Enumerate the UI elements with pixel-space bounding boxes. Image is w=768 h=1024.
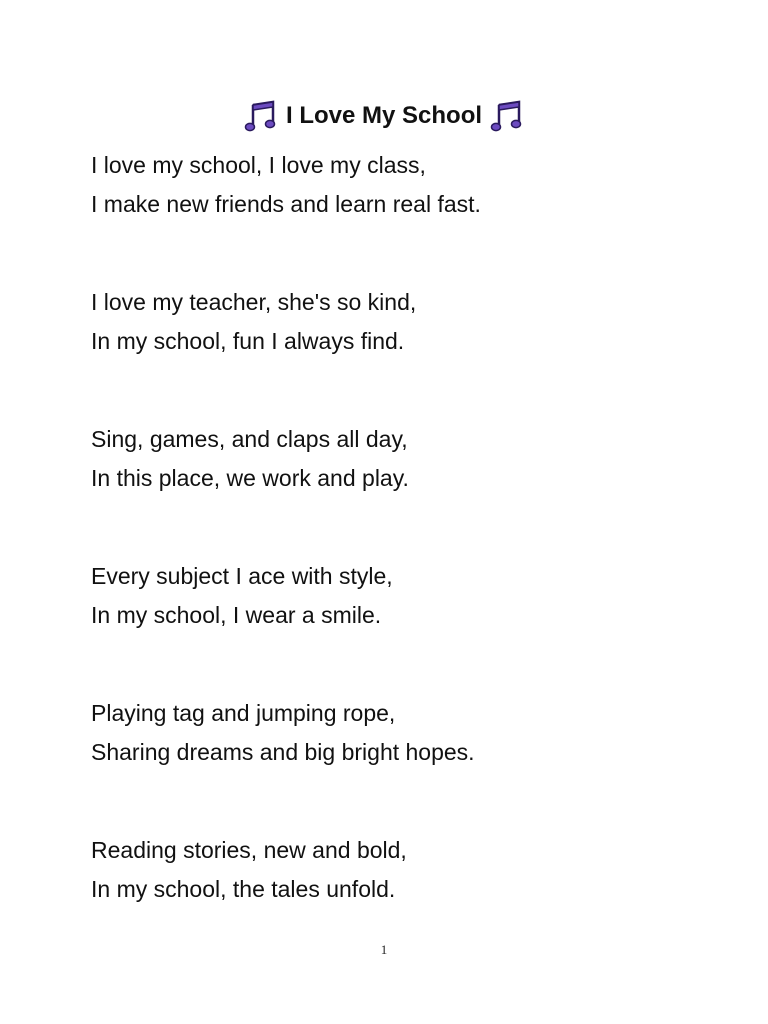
- poem-body: [91, 146, 711, 968]
- poem-line: In this place, we work and play.: [91, 465, 409, 491]
- poem-line: I make new friends and learn real fast.: [91, 191, 481, 217]
- stanza: [91, 420, 711, 498]
- poem-title: [0, 96, 768, 136]
- poem-line: In my school, I wear a smile.: [91, 602, 382, 628]
- poem-line: Sharing dreams and big bright hopes.: [91, 739, 475, 765]
- music-notes-icon: [490, 99, 524, 133]
- poem-line: Reading stories, new and bold,: [91, 837, 407, 863]
- stanza: [91, 146, 711, 224]
- poem-line: In my school, fun I always find.: [91, 328, 405, 354]
- poem-line: In my school, the tales unfold.: [91, 876, 396, 902]
- poem-line: I love my school, I love my class,: [91, 152, 426, 178]
- stanza: [91, 831, 711, 909]
- page-number: 1: [380, 942, 388, 957]
- poem-line: Playing tag and jumping rope,: [91, 700, 396, 726]
- poem-line: Every subject I ace with style,: [91, 563, 393, 589]
- stanza: [91, 283, 711, 361]
- poem-line: Sing, games, and claps all day,: [91, 426, 408, 452]
- poem-line: I love my teacher, she's so kind,: [91, 289, 417, 315]
- title-text: I Love My School: [285, 102, 483, 129]
- stanza: [91, 694, 711, 772]
- music-notes-icon: [244, 99, 278, 133]
- stanza: [91, 557, 711, 635]
